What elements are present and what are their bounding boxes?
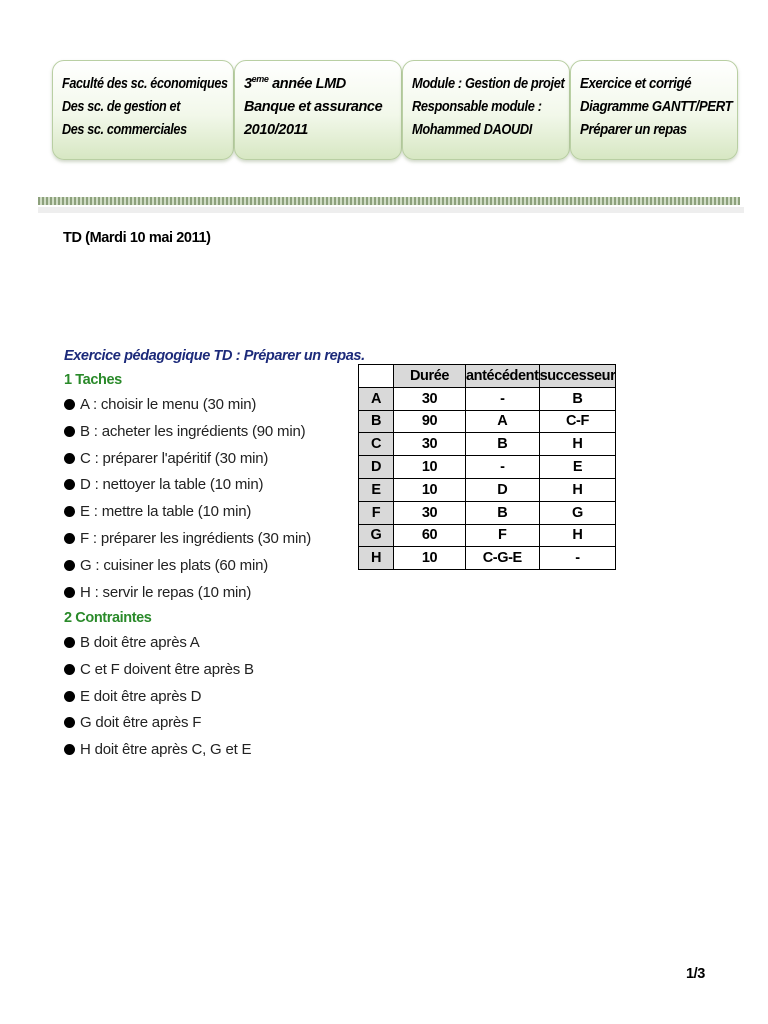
cell-duree: 30 bbox=[394, 387, 466, 410]
cell-antecedent: F bbox=[466, 524, 540, 547]
header-duree: Durée bbox=[394, 365, 466, 388]
cell-successeur: - bbox=[539, 547, 616, 570]
cell-successeur: H bbox=[539, 524, 616, 547]
task-key: F bbox=[359, 501, 394, 524]
header-line: Des sc. de gestion et bbox=[62, 99, 181, 115]
list-item bbox=[64, 446, 311, 473]
header-line: Mohammed DAOUDI bbox=[412, 122, 533, 138]
table-row bbox=[359, 478, 616, 501]
table-row bbox=[359, 410, 616, 433]
header-line bbox=[244, 73, 393, 96]
table-row bbox=[359, 456, 616, 479]
header-divider-shadow bbox=[38, 207, 744, 213]
list-item bbox=[64, 526, 311, 553]
header-box-year bbox=[234, 60, 402, 160]
table-row bbox=[359, 547, 616, 570]
header-line: Diagramme GANTT/PERT bbox=[580, 99, 733, 115]
header-box-exercise bbox=[570, 60, 738, 160]
bullet-icon bbox=[64, 637, 75, 648]
cell-antecedent: B bbox=[466, 433, 540, 456]
list-item bbox=[64, 580, 311, 607]
list-item bbox=[64, 710, 254, 737]
constraints-title: 2 Contraintes bbox=[64, 610, 152, 626]
bullet-icon bbox=[64, 560, 75, 571]
header-boxes bbox=[52, 60, 738, 162]
table-row bbox=[359, 501, 616, 524]
task-text: A : choisir le menu (30 min) bbox=[80, 396, 257, 413]
list-item bbox=[64, 657, 254, 684]
header-line: Module : Gestion de projet bbox=[412, 76, 565, 92]
cell-duree: 90 bbox=[394, 410, 466, 433]
cell-duree: 10 bbox=[394, 547, 466, 570]
task-text: F : préparer les ingrédients (30 min) bbox=[80, 529, 312, 547]
task-key: H bbox=[359, 547, 394, 570]
header-line: Préparer un repas bbox=[580, 122, 687, 138]
header-line: Des sc. commerciales bbox=[62, 122, 187, 138]
cell-successeur: C-F bbox=[539, 410, 616, 433]
bullet-icon bbox=[64, 399, 75, 410]
bullet-icon bbox=[64, 506, 75, 517]
task-text: E : mettre la table (10 min) bbox=[80, 503, 252, 521]
list-item bbox=[64, 499, 311, 526]
bullet-icon bbox=[64, 533, 75, 544]
bullet-icon bbox=[64, 664, 75, 675]
cell-antecedent: C-G-E bbox=[466, 547, 540, 570]
header-line: Faculté des sc. économiques bbox=[62, 76, 228, 92]
task-text: H : servir le repas (10 min) bbox=[80, 583, 252, 601]
constraints-list bbox=[64, 630, 254, 764]
bullet-icon bbox=[64, 717, 75, 728]
table-row bbox=[359, 524, 616, 547]
table-header-row bbox=[359, 365, 616, 388]
tasks-table bbox=[358, 364, 616, 570]
cell-duree: 10 bbox=[394, 456, 466, 479]
list-item bbox=[64, 419, 311, 446]
task-key: C bbox=[359, 433, 394, 456]
header-line: Banque et assurance bbox=[244, 99, 383, 115]
cell-antecedent: B bbox=[466, 501, 540, 524]
header-box-faculty bbox=[52, 60, 234, 160]
list-item bbox=[64, 553, 311, 580]
constraint-text: E doit être après D bbox=[80, 687, 202, 705]
task-key: D bbox=[359, 456, 394, 479]
bullet-icon bbox=[64, 587, 75, 598]
constraint-text: H doit être après C, G et E bbox=[80, 741, 252, 759]
cell-antecedent: - bbox=[466, 456, 540, 479]
cell-antecedent: D bbox=[466, 478, 540, 501]
list-item bbox=[64, 472, 311, 499]
header-line: Exercice et corrigé bbox=[580, 76, 692, 92]
list-item bbox=[64, 737, 254, 764]
list-item bbox=[64, 684, 254, 711]
header-box-module bbox=[402, 60, 570, 160]
task-key: B bbox=[359, 410, 394, 433]
cell-successeur: H bbox=[539, 433, 616, 456]
page-number: 1/3 bbox=[686, 966, 705, 982]
header-line: Responsable module : bbox=[412, 99, 542, 115]
task-text: B : acheter les ingrédients (90 min) bbox=[80, 422, 306, 440]
tasks-list bbox=[64, 392, 311, 606]
task-key: A bbox=[359, 387, 394, 410]
cell-duree: 30 bbox=[394, 433, 466, 456]
table-row bbox=[359, 433, 616, 456]
cell-duree: 60 bbox=[394, 524, 466, 547]
table-row bbox=[359, 387, 616, 410]
bullet-icon bbox=[64, 691, 75, 702]
constraint-text: G doit être après F bbox=[80, 714, 202, 732]
cell-successeur: G bbox=[539, 501, 616, 524]
header-line: 2010/2011 bbox=[244, 122, 308, 138]
td-title: TD (Mardi 10 mai 2011) bbox=[63, 230, 211, 246]
bullet-icon bbox=[64, 453, 75, 464]
constraint-text: B doit être après A bbox=[80, 634, 200, 651]
bullet-icon bbox=[64, 744, 75, 755]
constraint-text: C et F doivent être après B bbox=[80, 660, 254, 678]
year-suffix: eme bbox=[251, 74, 269, 85]
bullet-icon bbox=[64, 479, 75, 490]
table-corner-cell bbox=[359, 365, 394, 388]
task-text: G : cuisiner les plats (60 min) bbox=[80, 556, 269, 574]
tasks-title: 1 Taches bbox=[64, 372, 122, 388]
task-key: E bbox=[359, 478, 394, 501]
bullet-icon bbox=[64, 426, 75, 437]
year-number: 3 bbox=[244, 76, 252, 92]
year-label: année LMD bbox=[268, 76, 346, 92]
cell-antecedent: - bbox=[466, 387, 540, 410]
cell-successeur: B bbox=[539, 387, 616, 410]
cell-antecedent: A bbox=[466, 410, 540, 433]
header-antecedent: antécédent bbox=[466, 365, 540, 388]
header-successeur: successeur bbox=[539, 365, 616, 388]
cell-successeur: E bbox=[539, 456, 616, 479]
header-divider bbox=[38, 197, 740, 205]
cell-duree: 10 bbox=[394, 478, 466, 501]
task-text: D : nettoyer la table (10 min) bbox=[80, 476, 264, 494]
exercise-title: Exercice pédagogique TD : Préparer un repas. bbox=[64, 348, 365, 364]
list-item bbox=[64, 630, 254, 657]
task-key: G bbox=[359, 524, 394, 547]
task-text: C : préparer l'apéritif (30 min) bbox=[80, 449, 269, 467]
cell-successeur: H bbox=[539, 478, 616, 501]
list-item bbox=[64, 392, 311, 419]
cell-duree: 30 bbox=[394, 501, 466, 524]
